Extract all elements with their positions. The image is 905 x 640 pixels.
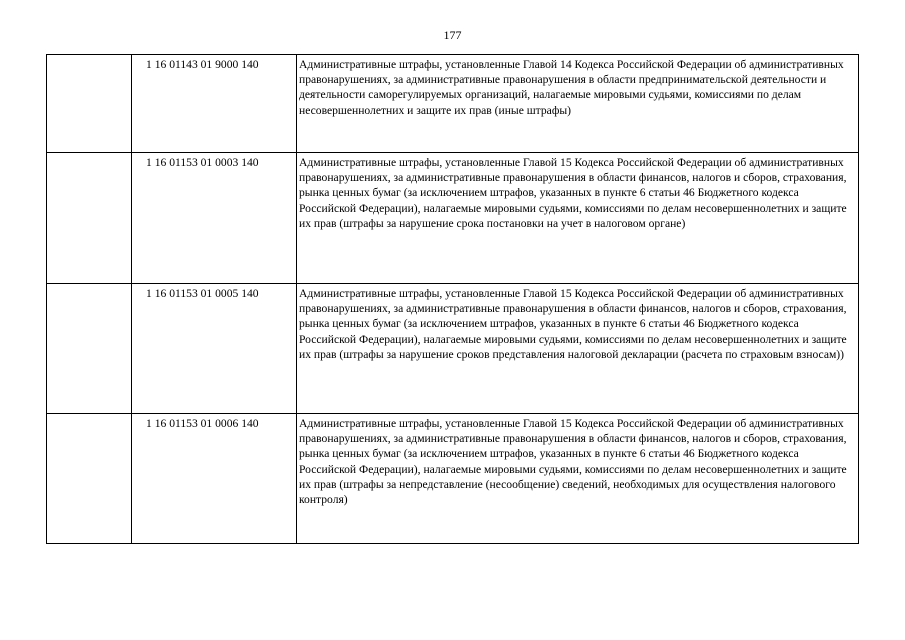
description-cell: Административные штрафы, установленные Главой 15 Кодекса Российской Федерации об административных правонарушениях, за административные правонарушения в области финансов, налогов и сборов, страхования, рынка ценных бумаг (за исключением штрафов, указанных в пункте 6 статьи 46 Бюджетного кодекса Российской Федерации), налагаемые мировыми судьями, комиссиями по делам несовершеннолетних и защите их прав (штрафы за нарушение срока постановки на учет в налоговом органе) [297,153,859,284]
table-row [47,414,859,544]
table-row [47,153,859,284]
budget-code-cell: 1 16 01153 01 0005 140 [132,284,297,414]
admin-code-cell [47,284,132,414]
table-row [47,284,859,414]
budget-classification-table [46,54,859,544]
page-number: 177 [443,28,462,42]
description-cell: Административные штрафы, установленные Главой 15 Кодекса Российской Федерации об административных правонарушениях, за административные правонарушения в области финансов, налогов и сборов, страхования, рынка ценных бумаг (за исключением штрафов, указанных в пункте 6 статьи 46 Бюджетного кодекса Российской Федерации), налагаемые мировыми судьями, комиссиями по делам несовершеннолетних и защите их прав (штрафы за непредставление (несообщение) сведений, необходимых для осуществления налогового контроля) [297,414,859,544]
budget-code-cell: 1 16 01143 01 9000 140 [132,55,297,153]
description-cell: Административные штрафы, установленные Главой 15 Кодекса Российской Федерации об административных правонарушениях, за административные правонарушения в области финансов, налогов и сборов, страхования, рынка ценных бумаг (за исключением штрафов, указанных в пункте 6 статьи 46 Бюджетного кодекса Российской Федерации), налагаемые мировыми судьями, комиссиями по делам несовершеннолетних и защите их прав (штрафы за нарушение сроков представления налоговой декларации (расчета по страховым взносам)) [297,284,859,414]
admin-code-cell [47,414,132,544]
budget-code-cell: 1 16 01153 01 0006 140 [132,414,297,544]
admin-code-cell [47,55,132,153]
table-row [47,55,859,153]
description-cell: Административные штрафы, установленные Главой 14 Кодекса Российской Федерации об административных правонарушениях, за административные правонарушения в области предпринимательской деятельности и деятельности саморегулируемых организаций, налагаемые мировыми судьями, комиссиями по делам несовершеннолетних и защите их прав (иные штрафы) [297,55,859,153]
admin-code-cell [47,153,132,284]
budget-code-cell: 1 16 01153 01 0003 140 [132,153,297,284]
